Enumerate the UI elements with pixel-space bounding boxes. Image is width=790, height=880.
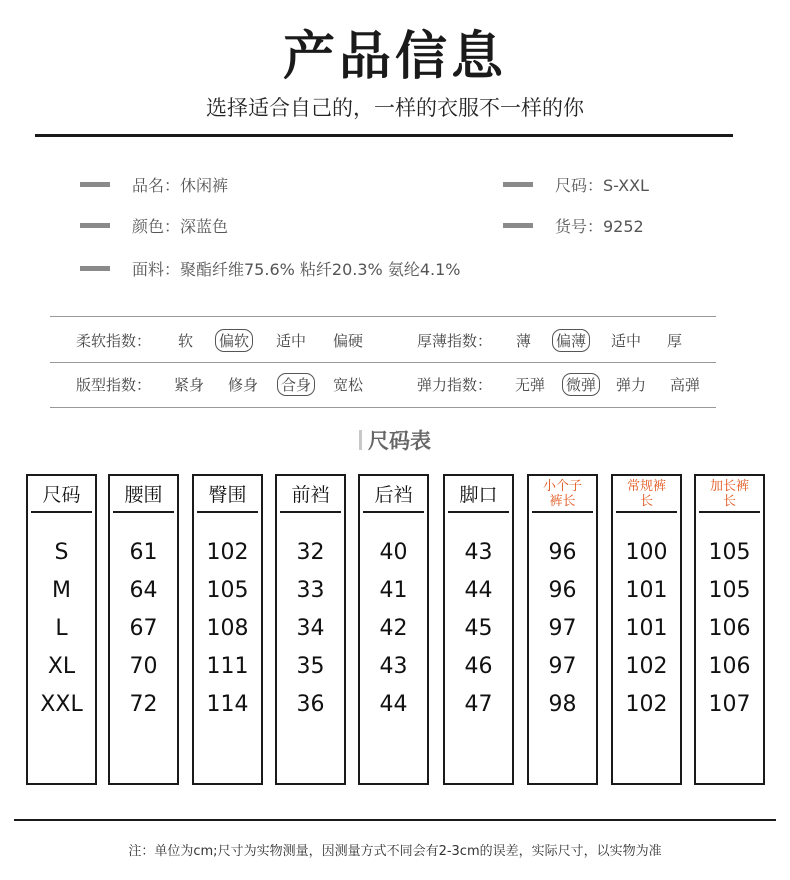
size-column-values xyxy=(277,533,344,723)
page-title: 产品信息 xyxy=(282,27,507,87)
size-column-values xyxy=(696,533,763,723)
size-column-values xyxy=(194,533,261,723)
size-cell: 107 xyxy=(708,691,751,717)
index-table xyxy=(50,316,716,408)
size-column xyxy=(108,474,179,785)
size-cell: 102 xyxy=(206,539,249,565)
size-cell: L xyxy=(55,615,68,641)
fit-option-selected: 合身 xyxy=(277,373,315,396)
size-cell: XXL xyxy=(40,691,83,717)
size-cell: 108 xyxy=(206,615,249,641)
size-cell: 105 xyxy=(708,539,751,565)
thickness-option: 厚 xyxy=(667,332,683,350)
thickness-option-selected: 偏薄 xyxy=(552,329,590,352)
info-product-name xyxy=(80,173,228,196)
fit-label: 版型指数： xyxy=(76,376,152,394)
size-cell: 40 xyxy=(379,539,408,565)
elasticity-option-selected: 微弹 xyxy=(562,373,600,396)
size-column-values xyxy=(28,533,95,723)
size-cell: 106 xyxy=(708,653,751,679)
info-color xyxy=(80,214,228,237)
info-color-text: 颜色：深蓝色 xyxy=(132,217,229,236)
size-column xyxy=(26,474,97,785)
heading-marker xyxy=(359,430,362,450)
size-cell: 96 xyxy=(548,539,577,565)
size-cell: 33 xyxy=(296,577,325,603)
info-product-name-text: 品名：休闲裤 xyxy=(132,176,229,195)
size-cell: 101 xyxy=(625,577,668,603)
bullet-bar xyxy=(80,223,110,228)
size-cell: 101 xyxy=(625,615,668,641)
divider-bottom xyxy=(14,819,776,821)
size-cell: 111 xyxy=(206,653,249,679)
softness-label: 柔软指数： xyxy=(76,332,152,350)
size-cell: 102 xyxy=(625,691,668,717)
elasticity-option: 弹力 xyxy=(616,376,647,394)
info-fabric xyxy=(80,257,460,280)
fit-option: 修身 xyxy=(228,376,259,394)
bullet-bar xyxy=(503,223,533,228)
size-column xyxy=(611,474,682,785)
size-column-header: 腰围 xyxy=(113,476,174,513)
bullet-bar xyxy=(80,182,110,187)
size-cell: 96 xyxy=(548,577,577,603)
info-size-range xyxy=(503,173,649,196)
size-cell: 45 xyxy=(464,615,493,641)
softness-option: 偏硬 xyxy=(333,332,364,350)
size-cell: 106 xyxy=(708,615,751,641)
size-cell: 114 xyxy=(206,691,249,717)
size-cell: 102 xyxy=(625,653,668,679)
thickness-label: 厚薄指数： xyxy=(417,332,493,350)
size-cell: 44 xyxy=(379,691,408,717)
size-cell: 97 xyxy=(548,615,577,641)
info-item-number xyxy=(503,214,644,237)
size-column xyxy=(694,474,765,785)
size-cell: M xyxy=(52,577,71,603)
bullet-bar xyxy=(503,182,533,187)
size-column-header: 尺码 xyxy=(31,476,92,513)
size-column-header: 后裆 xyxy=(363,476,424,513)
size-column-header: 常规裤长 xyxy=(616,476,677,513)
size-cell: 67 xyxy=(129,615,158,641)
size-cell: 105 xyxy=(206,577,249,603)
size-column-header: 前裆 xyxy=(280,476,341,513)
size-cell: 32 xyxy=(296,539,325,565)
softness-option-selected: 偏软 xyxy=(215,329,253,352)
softness-option: 适中 xyxy=(276,332,307,350)
fit-option: 宽松 xyxy=(333,376,364,394)
size-column-values xyxy=(613,533,680,723)
size-cell: 64 xyxy=(129,577,158,603)
size-column xyxy=(192,474,263,785)
size-cell: S xyxy=(54,539,69,565)
size-column-values xyxy=(360,533,427,723)
size-cell: 72 xyxy=(129,691,158,717)
size-cell: 97 xyxy=(548,653,577,679)
size-cell: XL xyxy=(47,653,76,679)
size-cell: 34 xyxy=(296,615,325,641)
size-cell: 41 xyxy=(379,577,408,603)
size-column xyxy=(527,474,598,785)
size-cell: 98 xyxy=(548,691,577,717)
thickness-option: 适中 xyxy=(611,332,642,350)
size-cell: 46 xyxy=(464,653,493,679)
size-cell: 36 xyxy=(296,691,325,717)
size-chart-heading xyxy=(0,425,790,455)
index-table-divider xyxy=(50,362,716,363)
divider-top xyxy=(35,134,733,137)
size-cell: 100 xyxy=(625,539,668,565)
size-cell: 47 xyxy=(464,691,493,717)
page-subtitle: 选择适合自己的，一样的衣服不一样的你 xyxy=(206,96,584,120)
info-fabric-text: 面料：聚酯纤维75.6% 粘纤20.3% 氨纶4.1% xyxy=(132,260,461,279)
size-column-header: 小个子裤长 xyxy=(532,476,593,513)
size-cell: 61 xyxy=(129,539,158,565)
elasticity-label: 弹力指数： xyxy=(417,376,493,394)
measurement-note: 注：单位为cm;尺寸为实物测量，因测量方式不同会有2-3cm的误差，实际尺寸，以实物为准 xyxy=(128,844,662,859)
size-column xyxy=(358,474,429,785)
size-cell: 70 xyxy=(129,653,158,679)
softness-option: 软 xyxy=(178,332,194,350)
size-cell: 35 xyxy=(296,653,325,679)
info-size-range-text: 尺码：S-XXL xyxy=(555,176,649,195)
size-cell: 43 xyxy=(379,653,408,679)
size-cell: 43 xyxy=(464,539,493,565)
info-item-number-text: 货号：9252 xyxy=(555,217,644,236)
fit-option: 紧身 xyxy=(174,376,205,394)
size-column-values xyxy=(529,533,596,723)
size-chart-heading-text: 尺码表 xyxy=(368,429,431,453)
size-column xyxy=(443,474,514,785)
size-column-values xyxy=(110,533,177,723)
size-column-header: 脚口 xyxy=(448,476,509,513)
elasticity-option: 无弹 xyxy=(515,376,546,394)
size-cell: 42 xyxy=(379,615,408,641)
size-cell: 105 xyxy=(708,577,751,603)
bullet-bar xyxy=(80,266,110,271)
thickness-option: 薄 xyxy=(516,332,532,350)
size-cell: 44 xyxy=(464,577,493,603)
elasticity-option: 高弹 xyxy=(670,376,701,394)
size-column-values xyxy=(445,533,512,723)
size-column-header: 加长裤长 xyxy=(699,476,760,513)
size-column-header: 臀围 xyxy=(197,476,258,513)
size-column xyxy=(275,474,346,785)
